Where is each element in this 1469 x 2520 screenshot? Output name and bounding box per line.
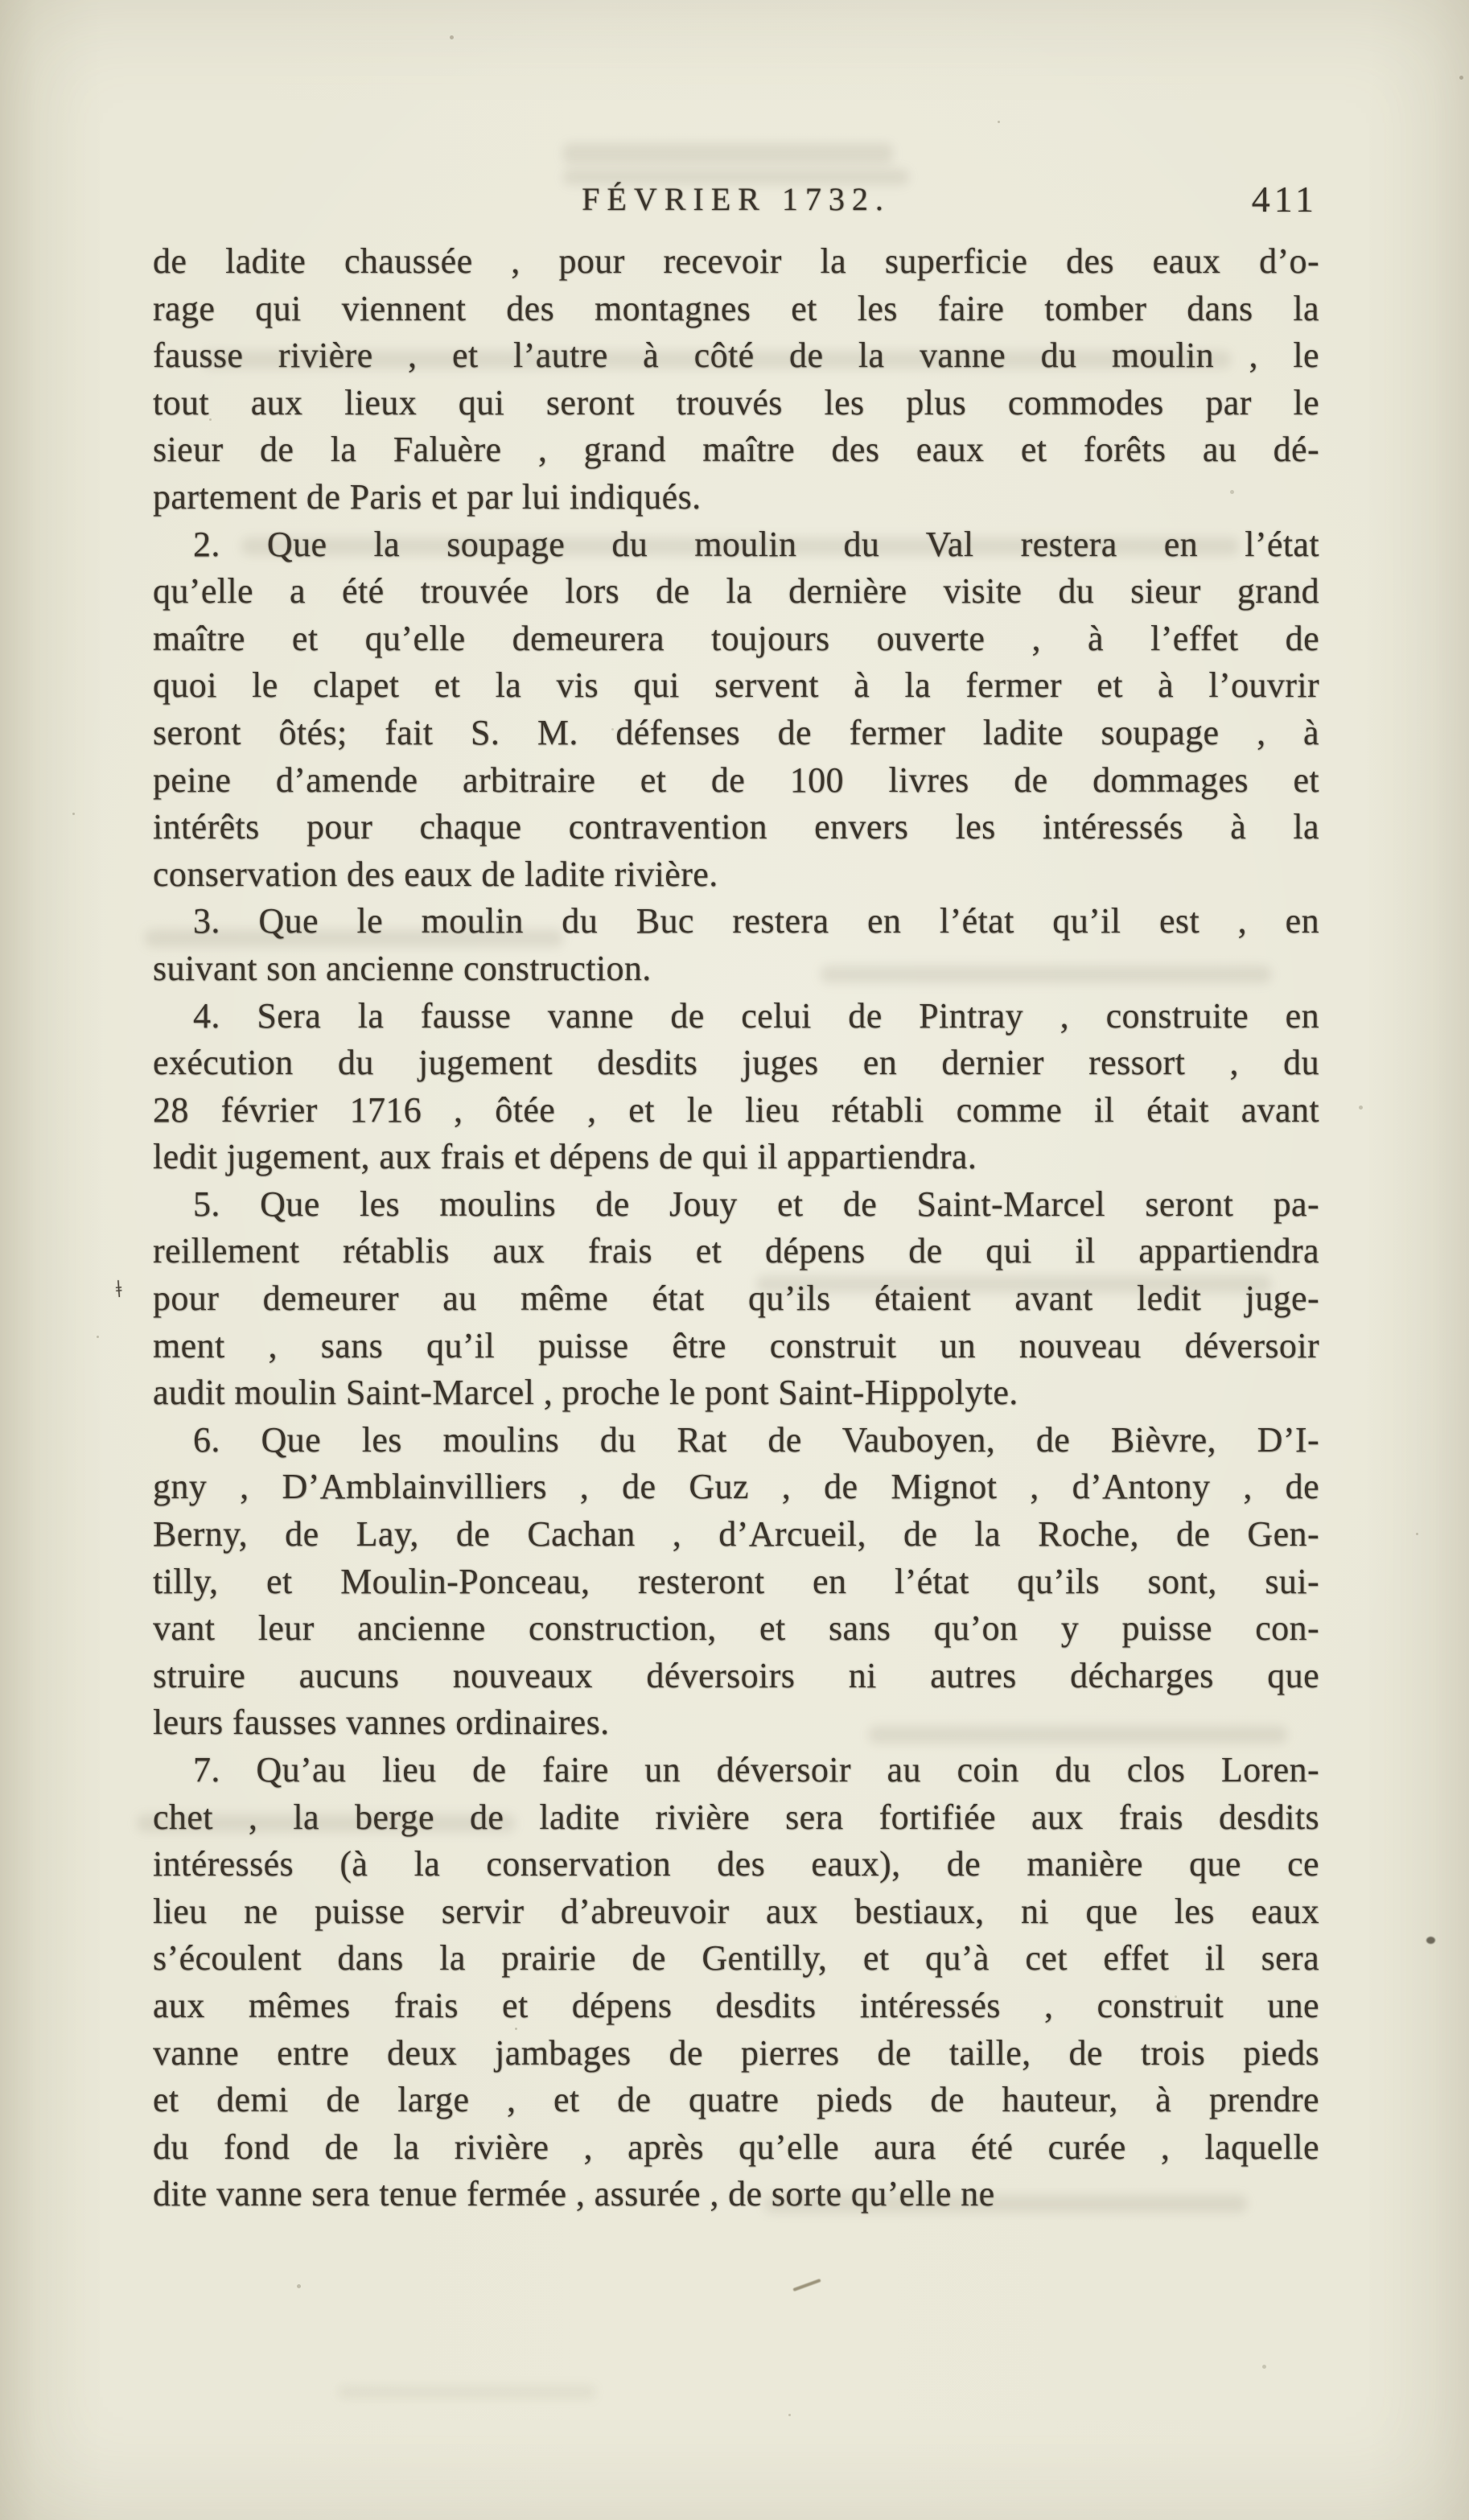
text-line: peine d’amende arbitraire et de 100 livres de dommages et	[153, 760, 1319, 800]
text-line: intéressés (à la conservation des eaux), de manière que ce	[153, 1844, 1319, 1884]
text-line: exécution du jugement desdits juges en dernier ressort , du	[153, 1043, 1319, 1083]
text-line: et demi de large , et de quatre pieds de hauteur, à prendre	[153, 2080, 1319, 2120]
text-line: ment , sans qu’il puisse être construit un nouveau déversoir	[153, 1325, 1319, 1365]
text-line: conservation des eaux de ladite rivière.	[153, 854, 718, 894]
text-line: maître et qu’elle demeurera toujours ouverte , à l’effet de	[153, 618, 1319, 658]
text-line: rage qui viennent des montagnes et les faire tomber dans la	[153, 288, 1319, 328]
paragraph	[153, 993, 1319, 1181]
text-line: reillement rétablis aux frais et dépens de qui il appartiendra	[153, 1231, 1319, 1271]
paragraph	[153, 238, 1319, 521]
text-line: Berny, de Lay, de Cachan , d’Arcueil, de la Roche, de Gen-	[153, 1514, 1319, 1554]
text-line: s’écoulent dans la prairie de Gentilly, et qu’à cet effet il sera	[153, 1938, 1319, 1979]
text-line: 3. Que le moulin du Buc restera en l’état qu’il est , en	[193, 901, 1319, 941]
text-line: partement de Paris et par lui indiqués.	[153, 476, 702, 517]
text-line: qu’elle a été trouvée lors de la dernière visite du sieur grand	[153, 571, 1319, 611]
paragraph	[153, 1181, 1319, 1417]
text-line: de ladite chaussée , pour recevoir la superficie des eaux d’o-	[153, 241, 1319, 281]
page-number: 411	[1251, 179, 1318, 220]
text-line: fausse rivière , et l’autre à côté de la vanne du moulin , le	[153, 336, 1319, 376]
ink-spot-artifact	[1426, 1937, 1435, 1944]
text-line: 7. Qu’au lieu de faire un déversoir au coin du clos Loren-	[193, 1750, 1319, 1789]
text-line: 6. Que les moulins du Rat de Vauboyen, de Bièvre, D’I-	[193, 1419, 1319, 1460]
text-line: chet , la berge de ladite rivière sera fortifiée aux frais desdits	[153, 1797, 1319, 1837]
text-line: quoi le clapet et la vis qui servent à la fermer et à l’ouvrir	[153, 665, 1319, 706]
text-line: aux mêmes frais et dépens desdits intéressés , construit une	[153, 1985, 1319, 2025]
paragraph	[153, 521, 1319, 899]
header-title: FÉVRIER 1732.	[582, 181, 891, 217]
text-line: audit moulin Saint-Marcel , proche le pont Saint-Hippolyte.	[153, 1373, 1018, 1413]
text-line: ledit jugement, aux frais et dépens de qui il appartiendra.	[153, 1137, 977, 1177]
text-line: sieur de la Faluère , grand maître des eaux et forêts au dé-	[153, 430, 1319, 470]
text-line: 4. Sera la fausse vanne de celui de Pintray , construite en	[193, 995, 1319, 1036]
text-line: lieu ne puisse servir d’abreuvoir aux bestiaux, ni que les eaux	[153, 1891, 1319, 1931]
text-line: leurs fausses vannes ordinaires.	[153, 1703, 610, 1743]
text-line: 5. Que les moulins de Jouy et de Saint-Marcel seront pa-	[193, 1184, 1319, 1224]
text-line: 2. Que la soupage du moulin du Val restera en l’état	[193, 524, 1319, 564]
text-line: tout aux lieux qui seront trouvés les plus commodes par le	[153, 382, 1319, 422]
paragraph	[153, 898, 1319, 992]
text-line: vant leur ancienne construction, et sans qu’on y puisse con-	[153, 1608, 1319, 1649]
pen-stroke-artifact	[792, 2279, 821, 2291]
text-line: suivant son ancienne construction.	[153, 948, 652, 988]
body-text	[153, 238, 1319, 2218]
paper-specks	[0, 0, 2, 2]
text-line: seront ôtés; fait S. M. défenses de fermer ladite soupage , à	[153, 712, 1319, 752]
text-line: 28 février 1716 , ôtée , et le lieu rétabli comme il était avant	[153, 1089, 1319, 1130]
text-line: gny , D’Amblainvilliers , de Guz , de Mignot , d’Antony , de	[153, 1467, 1319, 1507]
text-line: struire aucuns nouveaux déversoirs ni autres décharges que	[153, 1655, 1319, 1695]
paragraph	[153, 1747, 1319, 2218]
text-line: dite vanne sera tenue fermée , assurée , de sorte qu’elle ne	[153, 2174, 995, 2214]
bleed-through-artifact	[338, 2386, 595, 2399]
margin-mark: ǂ	[114, 1275, 123, 1303]
text-line: du fond de la rivière , après qu’elle aura été curée , laquelle	[153, 2127, 1319, 2167]
paragraph	[153, 1417, 1319, 1747]
text-line: tilly, et Moulin-Ponceau, resteront en l’état qu’ils sont, sui-	[153, 1561, 1319, 1601]
text-line: vanne entre deux jambages de pierres de taille, de trois pieds	[153, 2032, 1319, 2073]
running-header	[153, 175, 1319, 224]
text-line: intérêts pour chaque contravention envers les intéressés à la	[153, 807, 1319, 847]
bleed-through-artifact	[563, 143, 893, 164]
text-line: pour demeurer au même état qu’ils étaient avant ledit juge-	[153, 1279, 1319, 1319]
